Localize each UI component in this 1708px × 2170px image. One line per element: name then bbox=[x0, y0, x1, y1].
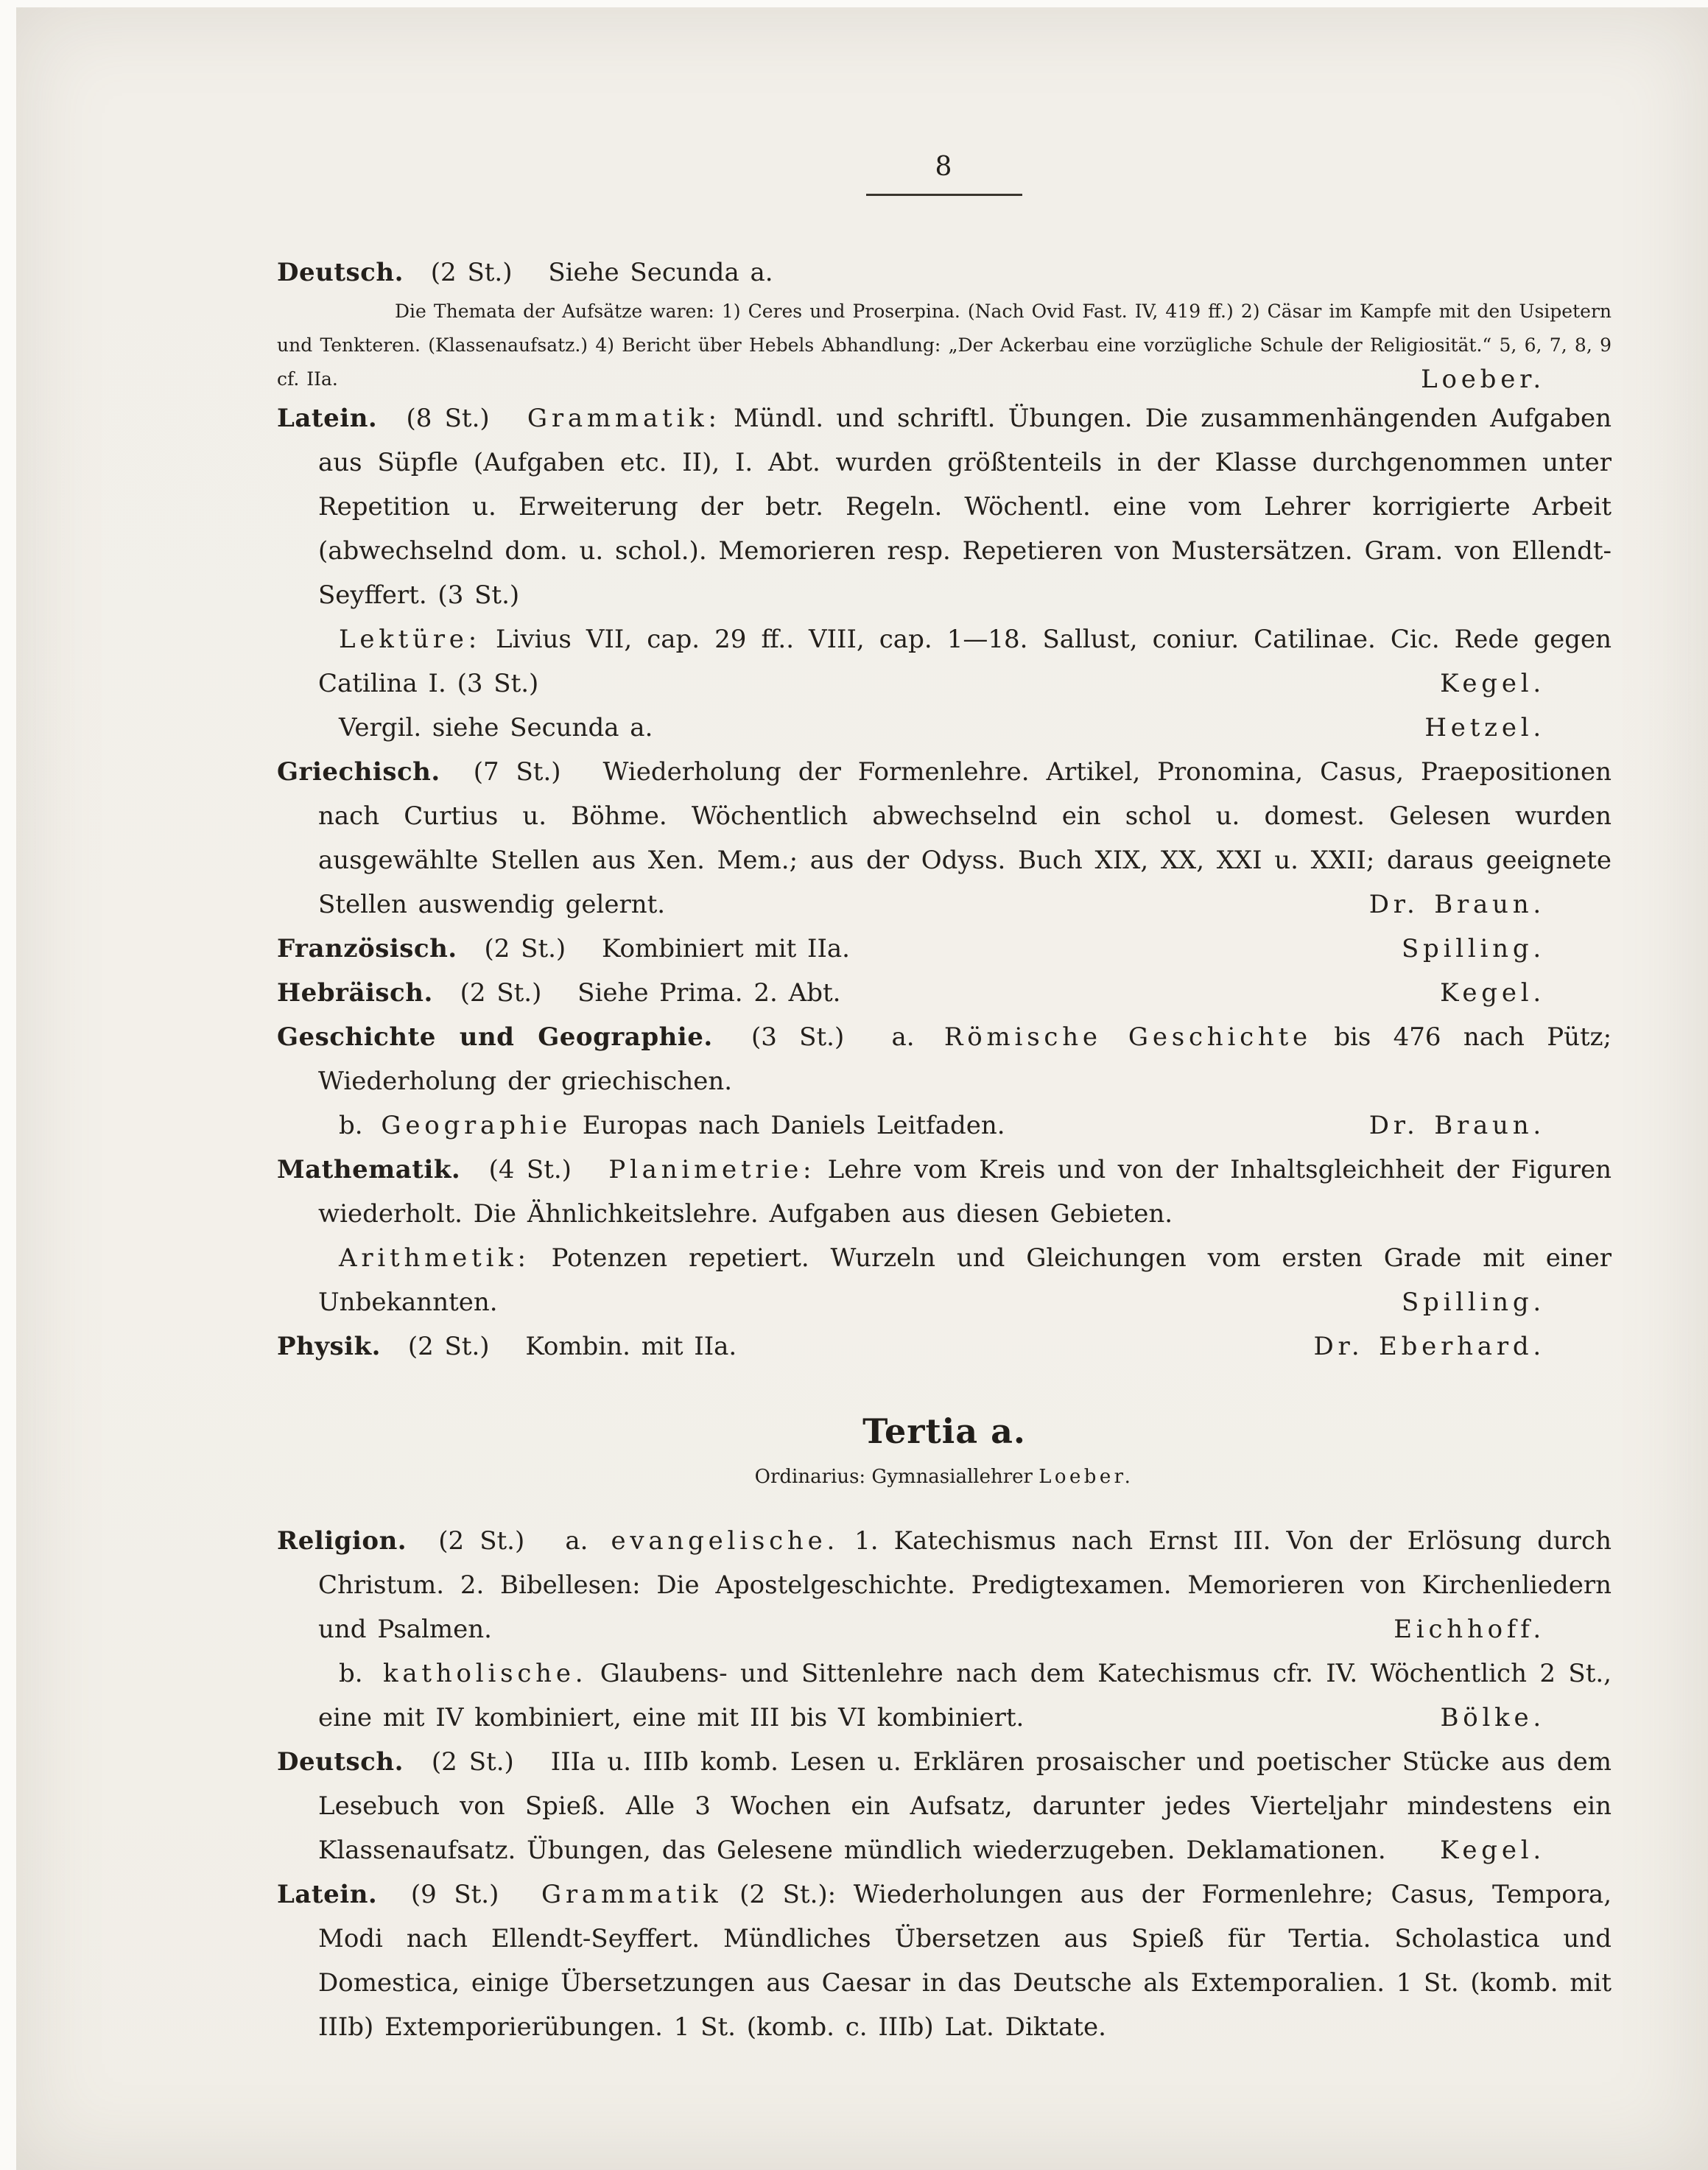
list-letter: b. bbox=[339, 1659, 363, 1688]
entry-mathematik-arithmetik bbox=[277, 1236, 1612, 1324]
hours-label: (9 St.) bbox=[410, 1880, 499, 1909]
page-number: 8 bbox=[935, 152, 954, 182]
list-letter: a. bbox=[565, 1526, 588, 1556]
teacher-name: Hetzel. bbox=[1424, 713, 1545, 742]
subject-label: Latein. bbox=[277, 404, 378, 433]
entry-religion-tertia-a bbox=[277, 1519, 1612, 1651]
page-header bbox=[277, 152, 1612, 196]
entry-physik-upper bbox=[277, 1324, 1612, 1369]
hours-label: (8 St.) bbox=[406, 404, 490, 433]
teacher-name: Dr. Braun. bbox=[1368, 890, 1545, 919]
entry-latein-vergil bbox=[277, 706, 1612, 750]
keyword-label: katholische. bbox=[382, 1659, 588, 1688]
entry-franzoesisch-upper bbox=[277, 927, 1612, 971]
hours-label: (2 St.) bbox=[431, 1747, 514, 1777]
footnote-text: Die Themata der Aufsätze waren: 1) Ceres und Proserpina. (Nach Ovid Fast. IV, 419 ff.) 2) Cäsar im Kampfe mit den Usipetern und Tenkteren. (Klassenaufsatz.) 4) Bericht über Hebels Abhandlung: „Der Ackerbau eine vorzügliche Schule der Religiosität.“ 5, 6, 7, 8, 9 cf. IIa. bbox=[277, 301, 1612, 390]
keyword-label: Geographie bbox=[381, 1111, 572, 1140]
entry-deutsch-upper bbox=[277, 250, 1612, 295]
body-text: Kombin. mit IIa. bbox=[525, 1332, 737, 1361]
section-heading-tertia-a: Tertia a. bbox=[862, 1411, 1026, 1451]
body-text: Mündl. und schriftl. Übungen. Die zusammenhängenden Aufgaben aus Süpfle (Aufgaben etc. II), I. Abt. wurden größtenteils in der Klasse durchgenommen unter Repetition u. Erweiterung der betr. Regeln. Wöchentl. eine vom Lehrer korrigierte Arbeit (abwechselnd dom. u. schol.). Memorieren resp. Repetieren von Mustersätzen. Gram. von Ellendt-Seyffert. (3 St.) bbox=[318, 404, 1612, 610]
body-text: Wiederholung der Formenlehre. Artikel, Pronomina, Casus, Praepositionen nach Curtius u. Böhme. Wöchentlich abwechselnd ein schol u. domest. Gelesen wurden ausgewählte Stellen aus Xen. Mem.; aus der Odyss. Buch XIX, XX, XXI u. XXII; daraus geeignete Stellen auswendig gelernt. bbox=[318, 757, 1612, 919]
body-text: Vergil. siehe Secunda a. bbox=[339, 713, 653, 742]
subject-label: Mathematik. bbox=[277, 1155, 461, 1184]
footnote-deutsch-themes bbox=[277, 295, 1612, 396]
body-text: IIIa u. IIIb komb. Lesen u. Erklären prosaischer und poetischer Stücke aus dem Lesebuch von Spieß. Alle 3 Wochen ein Aufsatz, darunter jedes Vierteljahr mindestens ein Klassenaufsatz. Übungen, das Gelesene mündlich wiederzugeben. Deklamationen. bbox=[318, 1747, 1612, 1865]
subject-label: Hebräisch. bbox=[277, 978, 433, 1008]
entry-geographie-b bbox=[277, 1103, 1612, 1148]
list-letter: b. bbox=[339, 1111, 363, 1140]
ordinarius-name: Loeber. bbox=[1038, 1466, 1134, 1488]
entry-hebraeisch-upper bbox=[277, 971, 1612, 1015]
entry-deutsch-tertia-a bbox=[277, 1740, 1612, 1872]
body-text: bis 476 nach Pütz; Wiederholung der griechischen. bbox=[318, 1022, 1612, 1096]
hours-label: (2 St.) bbox=[460, 978, 542, 1008]
hours-label: (4 St.) bbox=[488, 1155, 572, 1184]
hours-label: (2 St.) bbox=[438, 1526, 525, 1556]
body-text: 1. Katechismus nach Ernst III. Von der Erlösung durch Christum. 2. Bibellesen: Die Apostelgeschichte. Predigtexamen. Memorieren von Kirchenliedern und Psalmen. bbox=[318, 1526, 1612, 1644]
hours-label: (2 St.) bbox=[484, 934, 566, 963]
page-content bbox=[277, 152, 1612, 2049]
keyword-label: Grammatik bbox=[541, 1880, 723, 1909]
subject-label: Physik. bbox=[277, 1332, 381, 1361]
keyword-label: Lektüre: bbox=[339, 625, 481, 654]
subject-label: Religion. bbox=[277, 1526, 407, 1556]
teacher-name: Kegel. bbox=[1440, 1836, 1545, 1865]
teacher-name: Loeber. bbox=[1421, 365, 1545, 394]
keyword-label: Arithmetik: bbox=[339, 1243, 530, 1273]
body-text: Siehe Prima. 2. Abt. bbox=[577, 978, 841, 1008]
hours-label: (7 St.) bbox=[473, 757, 561, 787]
keyword-label: Römische Geschichte bbox=[943, 1022, 1312, 1052]
ordinarius-label: Ordinarius: Gymnasiallehrer bbox=[754, 1466, 1033, 1488]
subject-label: Geschichte und Geographie. bbox=[277, 1022, 713, 1052]
subject-label: Französisch. bbox=[277, 934, 457, 963]
body-text: Livius VII, cap. 29 ff.. VIII, cap. 1—18. Sallust, coniur. Catilinae. Cic. Rede gegen Catilina I. (3 St.) bbox=[318, 625, 1612, 698]
hours-label: (3 St.) bbox=[751, 1022, 845, 1052]
entry-geschichte-geographie bbox=[277, 1015, 1612, 1103]
hours-label: (2 St.) bbox=[407, 1332, 490, 1361]
keyword-label: evangelische. bbox=[611, 1526, 840, 1556]
teacher-name: Eichhoff. bbox=[1394, 1615, 1545, 1644]
subject-label: Griechisch. bbox=[277, 757, 440, 787]
document-page bbox=[16, 7, 1708, 2170]
teacher-name: Kegel. bbox=[1440, 978, 1545, 1008]
teacher-name: Dr. Eberhard. bbox=[1313, 1332, 1545, 1361]
keyword-label: Planimetrie: bbox=[608, 1155, 816, 1184]
entry-latein-lektuere bbox=[277, 617, 1612, 706]
entry-latein-tertia-a bbox=[277, 1872, 1612, 2049]
teacher-name: Spilling. bbox=[1401, 1288, 1545, 1317]
body-text: (2 St.): Wiederholungen aus der Formenlehre; Casus, Tempora, Modi nach Ellendt-Seyffert. Mündliches Übersetzen aus Spieß für Tertia. Scholastica und Domestica, einige Übersetzungen aus Caesar in das Deutsche als Extemporalien. 1 St. (komb. mit IIIb) Extemporierübungen. 1 St. (komb. c. IIIb) Lat. Diktate. bbox=[318, 1880, 1612, 2042]
body-text: Siehe Secunda a. bbox=[548, 258, 773, 287]
entry-mathematik-upper bbox=[277, 1148, 1612, 1236]
keyword-label: Grammatik: bbox=[527, 404, 721, 433]
teacher-name: Dr. Braun. bbox=[1368, 1111, 1545, 1140]
body-text: Potenzen repetiert. Wurzeln und Gleichungen vom ersten Grade mit einer Unbekannten. bbox=[318, 1243, 1612, 1317]
teacher-name: Bölke. bbox=[1440, 1703, 1545, 1732]
body-text: Lehre vom Kreis und von der Inhaltsgleichheit der Figuren wiederholt. Die Ähnlichkeitslehre. Aufgaben aus diesen Gebieten. bbox=[318, 1155, 1612, 1229]
subject-label: Deutsch. bbox=[277, 258, 404, 287]
body-text: Europas nach Daniels Leitfaden. bbox=[582, 1111, 1005, 1140]
body-text: Kombiniert mit IIa. bbox=[602, 934, 850, 963]
entry-religion-katholisch bbox=[277, 1651, 1612, 1740]
entry-griechisch-upper bbox=[277, 750, 1612, 927]
teacher-name: Spilling. bbox=[1401, 934, 1545, 963]
hours-label: (2 St.) bbox=[430, 258, 513, 287]
list-letter: a. bbox=[891, 1022, 915, 1052]
page-number-rule bbox=[866, 194, 1022, 196]
subject-label: Deutsch. bbox=[277, 1747, 404, 1777]
teacher-name: Kegel. bbox=[1440, 669, 1545, 698]
entry-latein-upper bbox=[277, 396, 1612, 617]
ordinarius-line bbox=[277, 1466, 1612, 1488]
body-text: Glaubens- und Sittenlehre nach dem Katechismus cfr. IV. Wöchentlich 2 St., eine mit IV kombiniert, eine mit III bis VI kombiniert. bbox=[318, 1659, 1612, 1732]
subject-label: Latein. bbox=[277, 1880, 378, 1909]
